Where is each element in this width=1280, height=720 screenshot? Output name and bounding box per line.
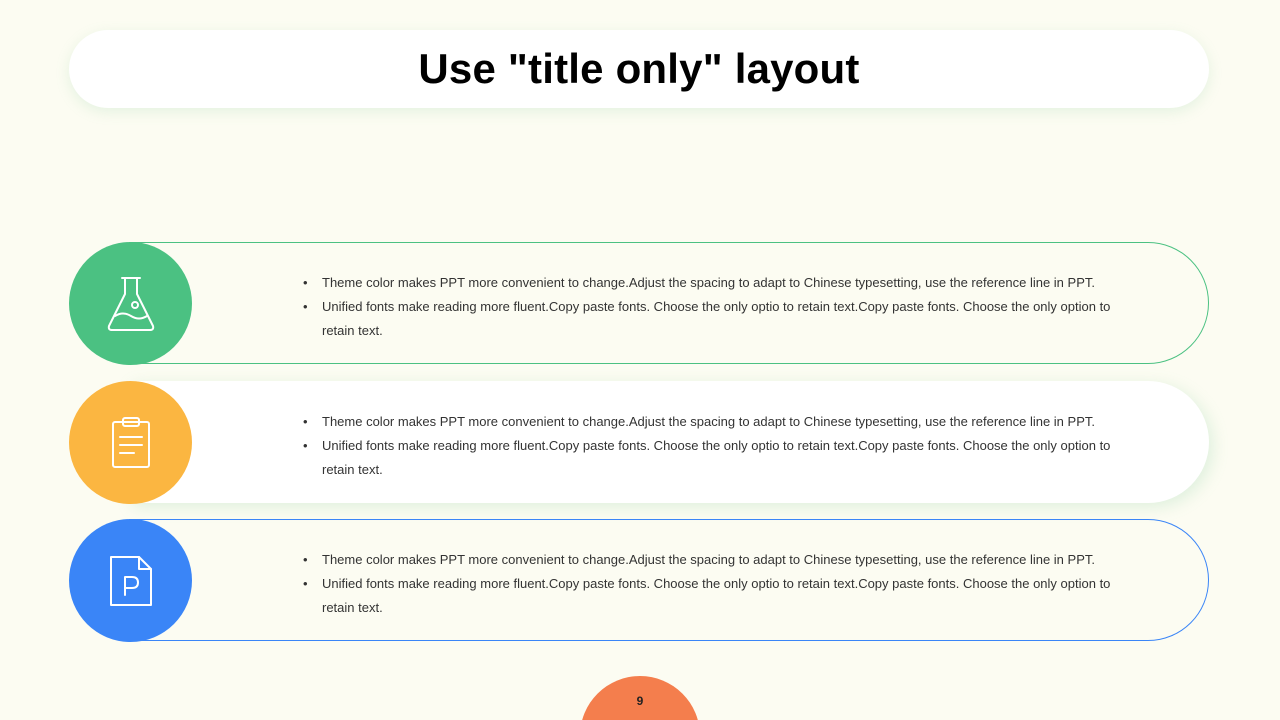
row-1-bullet-2: • Unified fonts make reading more fluent.Copy paste fonts. Choose the only optio to retain text.Copy paste fonts. Choose the only option to retain text.: [299, 295, 1139, 343]
row-1-icon-circle: [69, 242, 192, 365]
row-1-bullets: [299, 271, 1139, 343]
content-row-3: [69, 519, 1209, 641]
flask-icon: [103, 274, 159, 334]
title-bar: [69, 30, 1209, 108]
row-2-icon-circle: [69, 381, 192, 504]
clipboard-icon: [109, 415, 153, 471]
row-2-bullet-2: • Unified fonts make reading more fluent.Copy paste fonts. Choose the only optio to retain text.Copy paste fonts. Choose the only option to retain text.: [299, 434, 1139, 482]
page-number-badge: [580, 676, 700, 720]
row-2-bullet-1: • Theme color makes PPT more convenient to change.Adjust the spacing to adapt to Chinese typesetting, use the reference line in PPT.: [299, 410, 1139, 434]
slide-title: Use "title only" layout: [418, 45, 860, 92]
row-3-icon-circle: [69, 519, 192, 642]
page-number: 9: [636, 694, 644, 708]
content-row-1: [69, 242, 1209, 364]
p-file-icon: [107, 553, 155, 609]
row-3-bullet-1: • Theme color makes PPT more convenient to change.Adjust the spacing to adapt to Chinese typesetting, use the reference line in PPT.: [299, 548, 1139, 572]
row-3-bullet-2: • Unified fonts make reading more fluent.Copy paste fonts. Choose the only optio to retain text.Copy paste fonts. Choose the only option to retain text.: [299, 572, 1139, 620]
row-1-bullet-1: • Theme color makes PPT more convenient to change.Adjust the spacing to adapt to Chinese typesetting, use the reference line in PPT.: [299, 271, 1139, 295]
row-3-bullets: [299, 548, 1139, 620]
row-2-bullets: [299, 410, 1139, 482]
content-row-2: [69, 381, 1209, 503]
